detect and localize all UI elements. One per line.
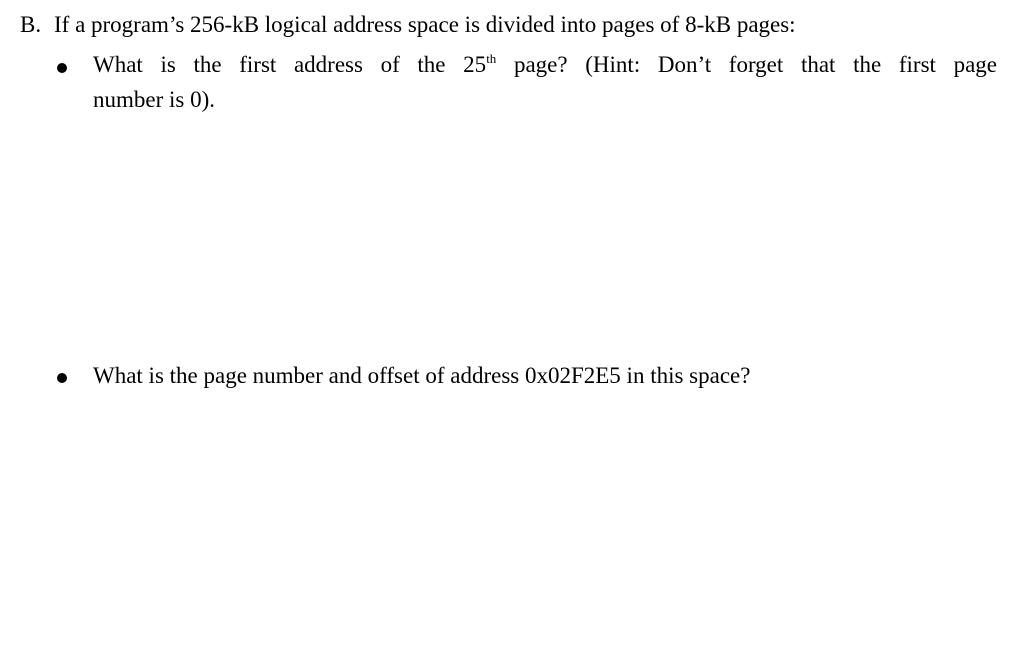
bullet-icon <box>57 63 67 73</box>
list-item-line <box>93 49 997 84</box>
ordinal-superscript: th <box>486 51 497 66</box>
question-label: B. <box>20 12 42 37</box>
item-text-start: What is the first address of the 25 <box>93 52 487 77</box>
item-text-continuation: number is 0). <box>93 87 216 112</box>
bullet-icon <box>57 373 67 383</box>
question-text: If a program’s 256-kB logical address space is divided into pages of 8-kB pages: <box>54 12 796 37</box>
item-text-end: page? (Hint: Don’t forget that the first page <box>496 52 997 77</box>
question-heading <box>20 10 796 40</box>
list-item-page-offset: What is the page number and offset of address 0x02F2E5 in this space? <box>93 363 751 388</box>
list-item-first-address <box>93 49 997 116</box>
